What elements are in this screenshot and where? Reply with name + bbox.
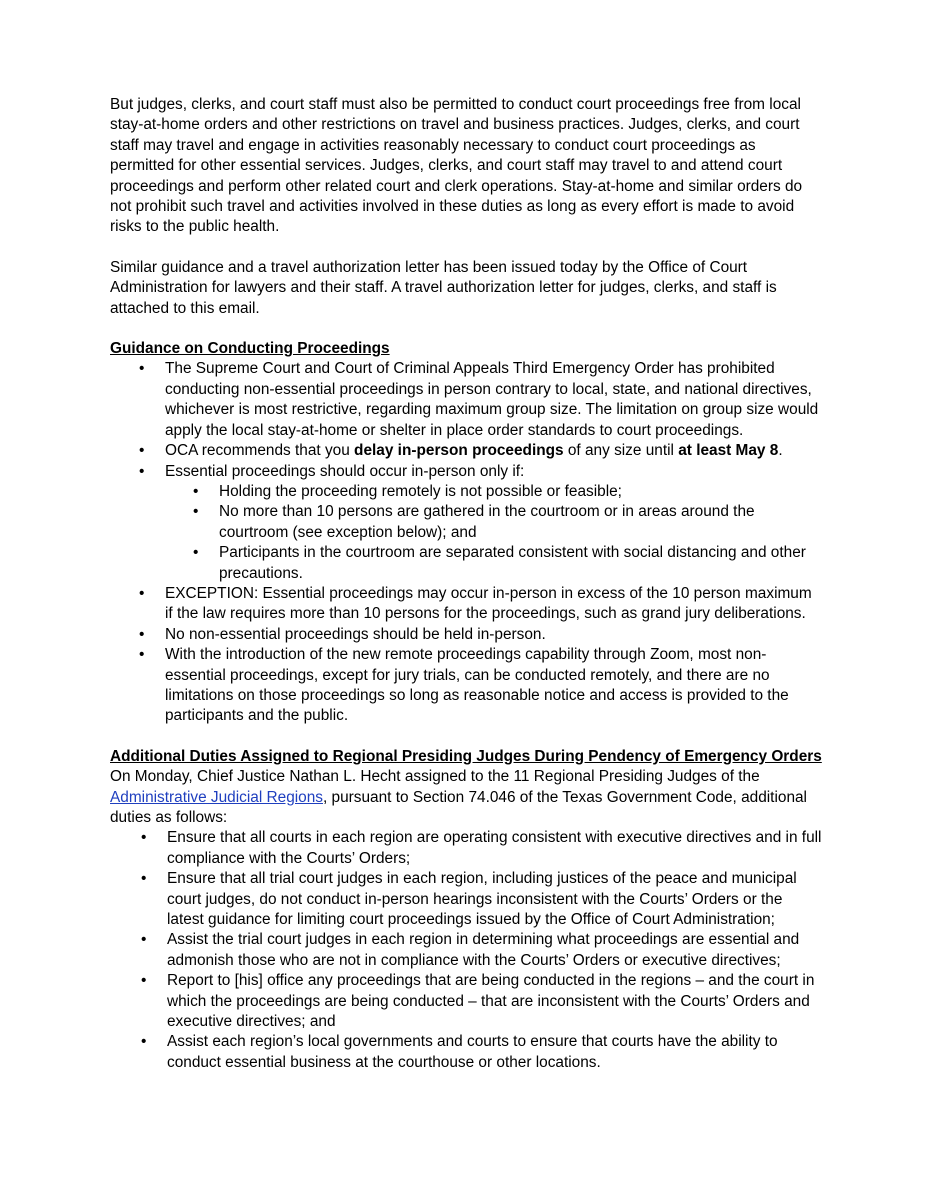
administrative-judicial-regions-link[interactable]: Administrative Judicial Regions xyxy=(110,788,323,806)
list-item: • Report to [his] office any proceedings that are being conducted in the regions – and the court in which the proceedings are being conducted – that are inconsistent with the Courts’ Orders and executive directives; and xyxy=(110,971,822,1032)
list-item xyxy=(110,462,822,584)
text-run: . xyxy=(778,442,783,460)
paragraph-travel-permission: But judges, clerks, and court staff must also be permitted to conduct court proceedings free from local stay-at-home orders and other restrictions on travel and business practices. Judges, clerks, and court staff may travel and engage in activities reasonably necessary to conduct court proceedings as permitted for other essential services. Judges, clerks, and court staff may travel to and attend court proceedings and perform other related court and clerk operations. Stay-at-home and similar orders do not prohibit such travel and activities involved in these duties as long as every effort is made to avoid risks to the public health. xyxy=(110,96,803,236)
duties-list xyxy=(110,828,822,1073)
list-item-text: Essential proceedings should occur in-person only if: xyxy=(165,462,525,480)
paragraph-similar-guidance: Similar guidance and a travel authorization letter has been issued today by the Office of Court Administration for lawyers and their staff. A travel authorization letter for judges, clerks, and staff is attached to this email. xyxy=(110,258,777,317)
sub-list-item: • No more than 10 persons are gathered in the courtroom or in areas around the courtroom (see exception below); and xyxy=(165,502,822,543)
document-page xyxy=(110,95,822,1073)
section-heading-guidance: Guidance on Conducting Proceedings xyxy=(110,340,390,358)
bold-text: at least May 8 xyxy=(678,442,779,460)
list-item: • No non-essential proceedings should be held in-person. xyxy=(110,625,822,645)
text-run: of any size until xyxy=(563,442,679,460)
text-run: , pursuant to Section 74.046 of the Texas Government Code, additional duties as follows: xyxy=(110,788,807,826)
guidance-list xyxy=(110,359,822,726)
list-item: • Assist the trial court judges in each region in determining what proceedings are essential and admonish those who are not in compliance with the Courts’ Orders or executive directives; xyxy=(110,930,822,971)
section-heading-additional-duties: Additional Duties Assigned to Regional Presiding Judges During Pendency of Emergency Orders xyxy=(110,747,822,765)
list-item: • EXCEPTION: Essential proceedings may occur in-person in excess of the 10 person maximum if the law requires more than 10 persons for the proceedings, such as grand jury deliberations. xyxy=(110,584,822,625)
list-item: • The Supreme Court and Court of Criminal Appeals Third Emergency Order has prohibited conducting non-essential proceedings in person contrary to local, state, and national directives, whichever is most restrictive, regarding maximum group size. The limitation on group size would apply the local stay-at-home or shelter in place order standards to court proceedings. xyxy=(110,359,822,441)
text-run: OCA recommends that you xyxy=(165,442,355,460)
list-item: • Ensure that all trial court judges in each region, including justices of the peace and municipal court judges, do not conduct in-person hearings inconsistent with the Courts’ Orders or the latest guidance for limiting court proceedings issued by the Office of Court Administration; xyxy=(110,869,822,930)
list-item: • Assist each region’s local governments and courts to ensure that courts have the ability to conduct essential business at the courthouse or other locations. xyxy=(110,1032,822,1073)
text-run: On Monday, Chief Justice Nathan L. Hecht assigned to the 11 Regional Presiding Judges of the xyxy=(110,768,760,786)
sub-list-item: • Participants in the courtroom are separated consistent with social distancing and other precautions. xyxy=(165,543,822,584)
list-item xyxy=(110,441,822,461)
paragraph-assignment-intro xyxy=(110,767,822,828)
bold-text: delay in-person proceedings xyxy=(354,442,564,460)
list-item: • Ensure that all courts in each region are operating consistent with executive directives and in full compliance with the Courts’ Orders; xyxy=(110,828,822,869)
section-additional-duties xyxy=(110,747,822,1074)
section-guidance xyxy=(110,339,822,727)
list-item: • With the introduction of the new remote proceedings capability through Zoom, most non-essential proceedings, except for jury trials, can be conducted remotely, and there are no limitations on those proceedings so long as reasonable notice and access is provided to the participants and the public. xyxy=(110,645,822,727)
sub-list-item: • Holding the proceeding remotely is not possible or feasible; xyxy=(165,482,822,502)
sub-list xyxy=(165,482,822,584)
